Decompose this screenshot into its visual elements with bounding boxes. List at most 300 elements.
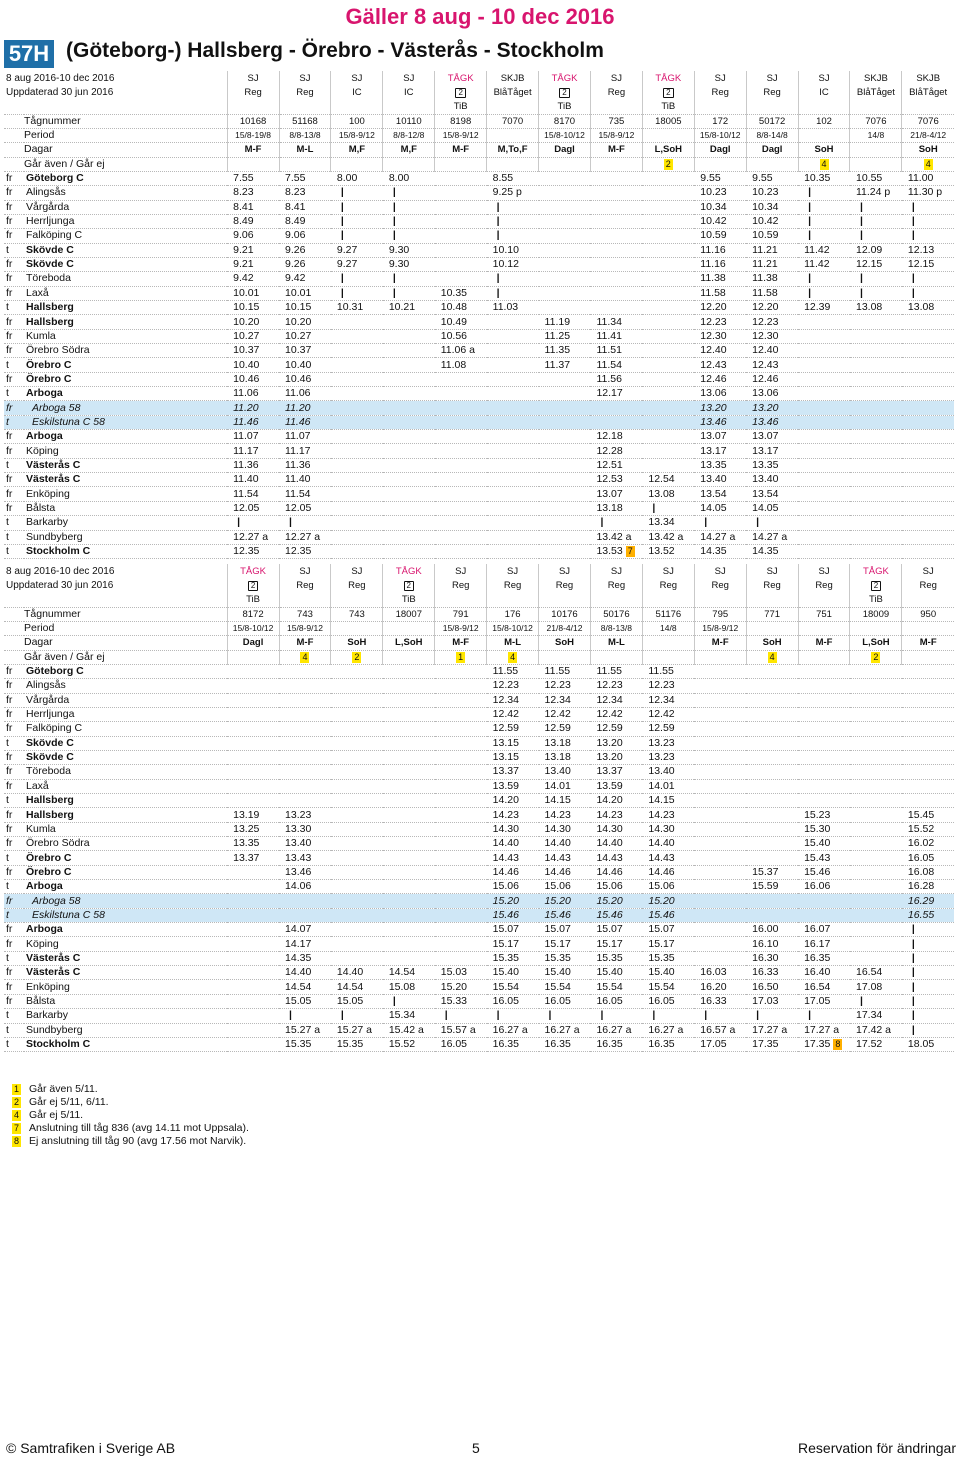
departure-time: | bbox=[694, 516, 746, 530]
departure-time: 11.54 bbox=[590, 358, 642, 372]
footnote-line bbox=[12, 1096, 109, 1109]
departure-time bbox=[798, 329, 850, 343]
product-row-cell: IC bbox=[331, 85, 383, 99]
departure-time bbox=[694, 908, 746, 922]
departure-time: 8.23 bbox=[227, 186, 279, 200]
departure-time bbox=[694, 779, 746, 793]
notes-row-cell bbox=[746, 157, 798, 171]
departure-time: 13.20 bbox=[590, 736, 642, 750]
notes-row-cell bbox=[642, 650, 694, 664]
departure-time bbox=[435, 722, 487, 736]
operator-row-cell bbox=[227, 564, 279, 578]
departure-time bbox=[383, 358, 435, 372]
departure-time bbox=[383, 880, 435, 894]
operator-row-cell: SJ bbox=[331, 71, 383, 85]
station-prefix: fr bbox=[4, 664, 24, 678]
station-row bbox=[4, 765, 954, 779]
departure-time bbox=[487, 315, 539, 329]
train-number-row-cell: 51168 bbox=[279, 114, 331, 128]
departure-time bbox=[902, 679, 954, 693]
notes-row-cell bbox=[383, 650, 435, 664]
departure-time: 15.35 bbox=[642, 951, 694, 965]
departure-time: 14.40 bbox=[642, 837, 694, 851]
departure-time bbox=[798, 344, 850, 358]
departure-time bbox=[850, 544, 902, 558]
footnote-text: Går ej 5/11. bbox=[29, 1109, 84, 1121]
period-row-cell: 8/8-12/8 bbox=[383, 128, 435, 142]
departure-time: | bbox=[383, 214, 435, 228]
departure-time bbox=[435, 272, 487, 286]
departure-time bbox=[902, 487, 954, 501]
departure-time bbox=[642, 272, 694, 286]
departure-time bbox=[694, 765, 746, 779]
train-number-row-cell: 10168 bbox=[227, 114, 279, 128]
timetable-table bbox=[4, 71, 954, 559]
departure-time: 14.20 bbox=[487, 794, 539, 808]
product-row-cell: Reg bbox=[331, 578, 383, 592]
departure-time bbox=[798, 679, 850, 693]
departure-time: | bbox=[798, 200, 850, 214]
departure-time bbox=[902, 544, 954, 558]
departure-time bbox=[435, 415, 487, 429]
train-number-row-cell: 10176 bbox=[539, 607, 591, 621]
departure-time: 14.46 bbox=[642, 865, 694, 879]
departure-time bbox=[487, 401, 539, 415]
departure-time: 13.52 bbox=[642, 544, 694, 558]
tib-row-cell bbox=[902, 593, 954, 607]
period-row-cell: 15/8-9/12 bbox=[590, 128, 642, 142]
departure-time bbox=[798, 794, 850, 808]
departure-time bbox=[798, 473, 850, 487]
departure-time: 16.05 bbox=[435, 1037, 487, 1051]
departure-time bbox=[850, 387, 902, 401]
station-name: Örebro Södra bbox=[24, 837, 227, 851]
station-prefix: fr bbox=[4, 865, 24, 879]
departure-time: 10.40 bbox=[227, 358, 279, 372]
departure-time bbox=[383, 487, 435, 501]
departure-time bbox=[539, 401, 591, 415]
product-row-cell: Reg bbox=[435, 578, 487, 592]
departure-time bbox=[383, 530, 435, 544]
departure-time: 16.54 bbox=[850, 966, 902, 980]
station-row bbox=[4, 257, 954, 271]
departure-time: 11.41 bbox=[590, 329, 642, 343]
departure-time: 13.40 bbox=[279, 837, 331, 851]
departure-time bbox=[279, 679, 331, 693]
departure-time: 13.46 bbox=[746, 415, 798, 429]
departure-time: 16.08 bbox=[902, 865, 954, 879]
station-prefix: fr bbox=[4, 372, 24, 386]
departure-time: 15.40 bbox=[798, 837, 850, 851]
departure-time: | bbox=[331, 186, 383, 200]
notes-row-cell bbox=[902, 650, 954, 664]
departure-time bbox=[227, 1037, 279, 1051]
product-row-cell bbox=[435, 85, 487, 99]
station-prefix: t bbox=[4, 358, 24, 372]
departure-time bbox=[850, 880, 902, 894]
station-row bbox=[4, 851, 954, 865]
departure-time: 10.46 bbox=[279, 372, 331, 386]
departure-time: | bbox=[279, 1009, 331, 1023]
departure-time bbox=[590, 200, 642, 214]
train-number-row-cell: 7076 bbox=[902, 114, 954, 128]
notes-row-cell bbox=[435, 157, 487, 171]
departure-time bbox=[850, 458, 902, 472]
departure-time bbox=[850, 937, 902, 951]
departure-time: | bbox=[487, 200, 539, 214]
departure-time: 12.23 bbox=[487, 679, 539, 693]
departure-time: 13.07 bbox=[694, 430, 746, 444]
train-number-row-cell: 735 bbox=[590, 114, 642, 128]
station-name: Skövde C bbox=[24, 243, 227, 257]
departure-time bbox=[746, 693, 798, 707]
departure-time bbox=[902, 473, 954, 487]
departure-time: | bbox=[902, 214, 954, 228]
departure-time: 15.54 bbox=[590, 980, 642, 994]
header-label bbox=[4, 100, 227, 114]
station-row bbox=[4, 923, 954, 937]
departure-time bbox=[435, 214, 487, 228]
tib-row-cell bbox=[435, 593, 487, 607]
departure-time bbox=[850, 401, 902, 415]
departure-time bbox=[227, 779, 279, 793]
departure-time: 10.31 bbox=[331, 301, 383, 315]
departure-time bbox=[227, 693, 279, 707]
departure-time: 16.10 bbox=[746, 937, 798, 951]
station-row bbox=[4, 344, 954, 358]
departure-time bbox=[383, 794, 435, 808]
second-class-icon: 2 bbox=[871, 581, 881, 591]
train-number-row-cell: 743 bbox=[279, 607, 331, 621]
departure-time: 10.20 bbox=[279, 315, 331, 329]
departure-time bbox=[590, 186, 642, 200]
station-prefix: fr bbox=[4, 344, 24, 358]
train-number-row-cell: 743 bbox=[331, 607, 383, 621]
departure-time bbox=[539, 372, 591, 386]
station-prefix: t bbox=[4, 458, 24, 472]
time-value: 17.35 bbox=[804, 1038, 831, 1051]
operator-row-cell bbox=[850, 564, 902, 578]
departure-time: | bbox=[902, 937, 954, 951]
station-name: Arboga bbox=[24, 880, 227, 894]
station-row bbox=[4, 430, 954, 444]
operator-row-cell bbox=[383, 564, 435, 578]
note-marker: 8 bbox=[835, 1039, 841, 1050]
period-row-cell bbox=[746, 621, 798, 635]
period-row-cell bbox=[850, 621, 902, 635]
departure-time: 10.21 bbox=[383, 301, 435, 315]
departure-time: | bbox=[902, 200, 954, 214]
departure-time bbox=[798, 736, 850, 750]
footnote-marker: 2 bbox=[14, 1097, 20, 1107]
departure-time bbox=[435, 257, 487, 271]
departure-time: 9.25 p bbox=[487, 186, 539, 200]
departure-time bbox=[694, 951, 746, 965]
train-number-row-cell: 51176 bbox=[642, 607, 694, 621]
station-row bbox=[4, 822, 954, 836]
departure-time: 15.06 bbox=[642, 880, 694, 894]
departure-time bbox=[902, 530, 954, 544]
station-row bbox=[4, 966, 954, 980]
station-name: Västerås C bbox=[24, 966, 227, 980]
departure-time bbox=[383, 865, 435, 879]
departure-time: 15.30 bbox=[798, 822, 850, 836]
departure-time bbox=[798, 444, 850, 458]
departure-time bbox=[383, 415, 435, 429]
departure-time bbox=[435, 401, 487, 415]
departure-time: 14.01 bbox=[642, 779, 694, 793]
departure-time bbox=[331, 794, 383, 808]
station-row bbox=[4, 894, 954, 908]
departure-time bbox=[383, 473, 435, 487]
footnote-marker: 4 bbox=[14, 1110, 20, 1120]
departure-time: 9.42 bbox=[279, 272, 331, 286]
departure-time bbox=[850, 679, 902, 693]
departure-time bbox=[642, 444, 694, 458]
departure-time bbox=[694, 679, 746, 693]
departure-time bbox=[435, 937, 487, 951]
departure-time: 15.07 bbox=[487, 923, 539, 937]
station-prefix: fr bbox=[4, 257, 24, 271]
departure-time: 10.10 bbox=[487, 243, 539, 257]
station-row bbox=[4, 908, 954, 922]
departure-time bbox=[227, 865, 279, 879]
period-row-cell: 15/8-9/12 bbox=[694, 621, 746, 635]
departure-time: 12.35 bbox=[279, 544, 331, 558]
product-row-cell: Reg bbox=[694, 578, 746, 592]
departure-time: | bbox=[279, 516, 331, 530]
departure-time bbox=[798, 765, 850, 779]
station-row bbox=[4, 372, 954, 386]
period-row bbox=[4, 128, 954, 142]
departure-time: 14.35 bbox=[279, 951, 331, 965]
departure-time bbox=[279, 722, 331, 736]
note-marker: 1 bbox=[458, 651, 464, 662]
departure-time: 15.05 bbox=[331, 994, 383, 1008]
departure-time: 16.54 bbox=[798, 980, 850, 994]
departure-time: | bbox=[383, 286, 435, 300]
departure-time bbox=[539, 501, 591, 515]
departure-time: 15.06 bbox=[590, 880, 642, 894]
departure-time bbox=[227, 736, 279, 750]
departure-time: 11.34 bbox=[590, 315, 642, 329]
station-name: Barkarby bbox=[24, 1009, 227, 1023]
footnote-marker: 1 bbox=[14, 1084, 20, 1094]
departure-time bbox=[850, 837, 902, 851]
departure-time: 9.06 bbox=[279, 229, 331, 243]
departure-time bbox=[798, 908, 850, 922]
departure-time bbox=[331, 808, 383, 822]
station-prefix: fr bbox=[4, 722, 24, 736]
departure-time bbox=[798, 544, 850, 558]
departure-time: 14.30 bbox=[539, 822, 591, 836]
departure-time bbox=[902, 516, 954, 530]
departure-time: 15.17 bbox=[487, 937, 539, 951]
departure-time bbox=[435, 243, 487, 257]
departure-time: 12.42 bbox=[539, 707, 591, 721]
departure-time: 18.05 bbox=[902, 1037, 954, 1051]
departure-time bbox=[539, 516, 591, 530]
departure-time: 17.42 a bbox=[850, 1023, 902, 1037]
departure-time: 14.46 bbox=[590, 865, 642, 879]
departure-time: 12.15 bbox=[850, 257, 902, 271]
station-prefix: fr bbox=[4, 200, 24, 214]
departure-time bbox=[902, 722, 954, 736]
departure-time: | bbox=[902, 966, 954, 980]
departure-time: 8.23 bbox=[279, 186, 331, 200]
departure-time bbox=[227, 951, 279, 965]
station-row bbox=[4, 865, 954, 879]
departure-time: 9.30 bbox=[383, 257, 435, 271]
departure-time bbox=[435, 171, 487, 185]
departure-time bbox=[642, 200, 694, 214]
tib-row-cell bbox=[279, 593, 331, 607]
station-row bbox=[4, 171, 954, 185]
days-row-cell: M-F bbox=[435, 636, 487, 650]
departure-time: 13.30 bbox=[279, 822, 331, 836]
departure-time: 15.05 bbox=[279, 994, 331, 1008]
departure-time bbox=[590, 243, 642, 257]
train-number-row-cell: 950 bbox=[902, 607, 954, 621]
notes-row-cell bbox=[694, 650, 746, 664]
station-name: Enköping bbox=[24, 487, 227, 501]
departure-time: 12.23 bbox=[694, 315, 746, 329]
days-row-cell: M-L bbox=[279, 143, 331, 157]
departure-time: 16.17 bbox=[798, 937, 850, 951]
departure-time bbox=[331, 722, 383, 736]
station-row bbox=[4, 387, 954, 401]
departure-time: 14.01 bbox=[539, 779, 591, 793]
departure-time: 13.06 bbox=[746, 387, 798, 401]
departure-time: 13.54 bbox=[694, 487, 746, 501]
departure-time bbox=[487, 358, 539, 372]
station-name: Stockholm C bbox=[24, 544, 227, 558]
departure-time: 12.35 bbox=[227, 544, 279, 558]
departure-time: 13.23 bbox=[642, 750, 694, 764]
station-name: Sundbyberg bbox=[24, 1023, 227, 1037]
departure-time bbox=[331, 344, 383, 358]
days-row-cell: M-L bbox=[487, 636, 539, 650]
departure-time bbox=[902, 430, 954, 444]
departure-time: | bbox=[383, 186, 435, 200]
departure-time: 11.58 bbox=[746, 286, 798, 300]
days-row-cell: L,SoH bbox=[383, 636, 435, 650]
departure-time: | bbox=[331, 229, 383, 243]
station-name: Laxå bbox=[24, 779, 227, 793]
departure-time: 10.55 bbox=[850, 171, 902, 185]
departure-time bbox=[279, 750, 331, 764]
departure-time bbox=[227, 679, 279, 693]
departure-time bbox=[383, 951, 435, 965]
departure-time: 14.05 bbox=[694, 501, 746, 515]
departure-time: 13.34 bbox=[642, 516, 694, 530]
departure-time bbox=[383, 722, 435, 736]
departure-time: 16.05 bbox=[590, 994, 642, 1008]
note-marker: 4 bbox=[821, 158, 827, 169]
departure-time bbox=[590, 214, 642, 228]
departure-time: 11.06 bbox=[227, 387, 279, 401]
operator-row-cell: SJ bbox=[331, 564, 383, 578]
departure-time bbox=[435, 794, 487, 808]
departure-time: | bbox=[902, 286, 954, 300]
days-row-cell: SoH bbox=[539, 636, 591, 650]
departure-time bbox=[850, 530, 902, 544]
departure-time: 15.20 bbox=[590, 894, 642, 908]
departure-time bbox=[331, 880, 383, 894]
operator-row-cell: SJ bbox=[798, 71, 850, 85]
departure-time: 15.33 bbox=[435, 994, 487, 1008]
station-prefix: fr bbox=[4, 214, 24, 228]
departure-time: 8.41 bbox=[227, 200, 279, 214]
departure-time: | bbox=[331, 272, 383, 286]
departure-time: 11.56 bbox=[590, 372, 642, 386]
departure-time bbox=[227, 894, 279, 908]
departure-time bbox=[694, 693, 746, 707]
departure-time: 12.30 bbox=[746, 329, 798, 343]
departure-time: 13.25 bbox=[227, 822, 279, 836]
train-number-row-cell: 102 bbox=[798, 114, 850, 128]
departure-time: 14.54 bbox=[331, 980, 383, 994]
departure-time: 11.16 bbox=[694, 257, 746, 271]
departure-time: 16.55 bbox=[902, 908, 954, 922]
departure-time: 13.17 bbox=[746, 444, 798, 458]
departure-time: | bbox=[642, 1009, 694, 1023]
operator-row-cell: SKJB bbox=[850, 71, 902, 85]
departure-time: 13.43 bbox=[279, 851, 331, 865]
departure-time: 16.27 a bbox=[590, 1023, 642, 1037]
note-marker: 2 bbox=[873, 651, 879, 662]
tib-row-cell bbox=[487, 593, 539, 607]
departure-time bbox=[539, 430, 591, 444]
departure-time bbox=[539, 473, 591, 487]
departure-time: 14.43 bbox=[642, 851, 694, 865]
departure-time: 12.13 bbox=[902, 243, 954, 257]
departure-time bbox=[487, 444, 539, 458]
departure-time bbox=[383, 851, 435, 865]
departure-time bbox=[227, 750, 279, 764]
departure-time: 11.36 bbox=[279, 458, 331, 472]
station-name: Örebro Södra bbox=[24, 344, 227, 358]
departure-time bbox=[383, 315, 435, 329]
departure-time: 11.36 bbox=[227, 458, 279, 472]
departure-time: 15.40 bbox=[590, 966, 642, 980]
product-row-cell: Reg bbox=[746, 578, 798, 592]
departure-time: 15.20 bbox=[487, 894, 539, 908]
route-title: (Göteborg-) Hallsberg - Örebro - Västerås - Stockholm bbox=[66, 39, 604, 62]
departure-time bbox=[331, 372, 383, 386]
departure-time: | bbox=[798, 1009, 850, 1023]
departure-time bbox=[746, 894, 798, 908]
departure-time bbox=[902, 664, 954, 678]
departure-time: | bbox=[590, 1009, 642, 1023]
departure-time: 12.34 bbox=[642, 693, 694, 707]
departure-time: 15.35 bbox=[590, 951, 642, 965]
period-row-cell bbox=[798, 621, 850, 635]
days-row bbox=[4, 636, 954, 650]
station-prefix: fr bbox=[4, 679, 24, 693]
station-prefix: fr bbox=[4, 693, 24, 707]
departure-time bbox=[694, 865, 746, 879]
departure-time: 16.05 bbox=[902, 851, 954, 865]
departure-time: 13.59 bbox=[487, 779, 539, 793]
departure-time: 17.34 bbox=[850, 1009, 902, 1023]
departure-time: 11.54 bbox=[227, 487, 279, 501]
departure-time: 13.15 bbox=[487, 736, 539, 750]
departure-time: 12.20 bbox=[694, 301, 746, 315]
departure-time bbox=[902, 736, 954, 750]
departure-time bbox=[227, 908, 279, 922]
station-prefix: fr bbox=[4, 272, 24, 286]
